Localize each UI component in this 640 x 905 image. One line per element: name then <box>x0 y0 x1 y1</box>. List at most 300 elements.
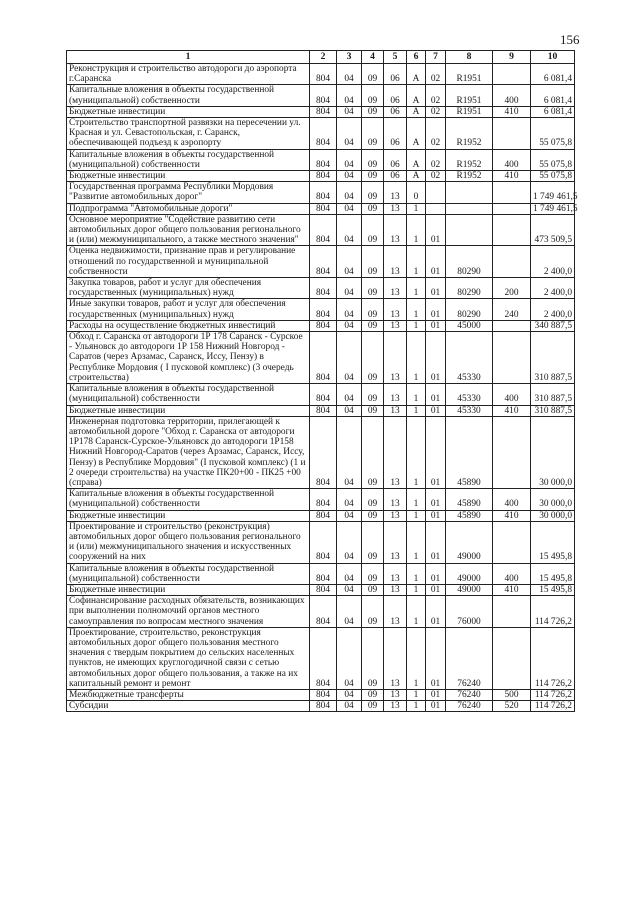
column-header: 8 <box>446 51 493 64</box>
subprogram-code: 1 <box>407 332 426 384</box>
program-code: 13 <box>384 182 407 203</box>
expense-type-code <box>493 246 531 278</box>
program-code: 13 <box>384 584 407 595</box>
ministry-code: 804 <box>310 563 337 584</box>
amount: 15 495,8 <box>531 584 575 595</box>
table-row <box>67 563 575 584</box>
subsection-code: 09 <box>362 627 384 689</box>
activity-code <box>426 203 446 214</box>
amount: 114 726,2 <box>531 689 575 700</box>
subsection-code: 09 <box>362 118 384 150</box>
program-code: 13 <box>384 510 407 521</box>
subprogram-code: 1 <box>407 701 426 712</box>
subsection-code: 09 <box>362 489 384 510</box>
direction-code: 45000 <box>446 320 493 331</box>
ministry-code: 804 <box>310 584 337 595</box>
subprogram-code: А <box>407 64 426 85</box>
subsection-code: 09 <box>362 510 384 521</box>
subsection-code: 09 <box>362 182 384 203</box>
ministry-code: 804 <box>310 627 337 689</box>
row-name: Капитальные вложения в объекты государственной (муниципальной) собственности <box>67 149 310 170</box>
table-row <box>67 171 575 182</box>
subprogram-code: А <box>407 85 426 106</box>
ministry-code: 804 <box>310 171 337 182</box>
direction-code: R1952 <box>446 118 493 150</box>
row-name: Закупка товаров, работ и услуг для обеспечения государственных (муниципальных) нужд <box>67 278 310 299</box>
subsection-code: 09 <box>362 332 384 384</box>
activity-code: 01 <box>426 689 446 700</box>
expense-type-code <box>493 203 531 214</box>
table-row <box>67 510 575 521</box>
section-code: 04 <box>337 149 362 170</box>
amount: 15 495,8 <box>531 563 575 584</box>
row-name: Подпрограмма "Автомобильные дороги" <box>67 203 310 214</box>
row-name: Капитальные вложения в объекты государственной (муниципальной) собственности <box>67 489 310 510</box>
direction-code <box>446 214 493 246</box>
table-row <box>67 246 575 278</box>
column-header: 10 <box>531 51 575 64</box>
row-name: Оценка недвижимости, признание прав и регулирование отношений по государственной и муниципальной собственности <box>67 246 310 278</box>
table-row <box>67 85 575 106</box>
column-header: 2 <box>310 51 337 64</box>
expense-type-code: 400 <box>493 149 531 170</box>
direction-code: R1951 <box>446 64 493 85</box>
subprogram-code: 1 <box>407 203 426 214</box>
program-code: 13 <box>384 627 407 689</box>
amount: 473 509,5 <box>531 214 575 246</box>
section-code: 04 <box>337 384 362 405</box>
row-name: Проектирование, строительство, реконструкция автомобильных дорог общего пользования местного значения с твердым покрытием до сельских населенных пунктов, не имеющих круглогодичной связи с сетью автомобильных дорог общего пользования, а также на их капитальный ремонт и ремонт <box>67 627 310 689</box>
section-code: 04 <box>337 182 362 203</box>
section-code: 04 <box>337 106 362 117</box>
program-code: 13 <box>384 384 407 405</box>
subprogram-code: А <box>407 118 426 150</box>
expense-type-code <box>493 64 531 85</box>
subsection-code: 09 <box>362 689 384 700</box>
ministry-code: 804 <box>310 332 337 384</box>
table-row <box>67 332 575 384</box>
section-code: 04 <box>337 118 362 150</box>
expense-type-code: 400 <box>493 85 531 106</box>
direction-code: 76240 <box>446 701 493 712</box>
program-code: 13 <box>384 416 407 488</box>
ministry-code: 804 <box>310 106 337 117</box>
ministry-code: 804 <box>310 149 337 170</box>
expense-type-code: 500 <box>493 689 531 700</box>
subsection-code: 09 <box>362 85 384 106</box>
program-code: 06 <box>384 106 407 117</box>
expense-type-code: 400 <box>493 563 531 584</box>
direction-code: 49000 <box>446 584 493 595</box>
subprogram-code: 1 <box>407 596 426 628</box>
ministry-code: 804 <box>310 521 337 563</box>
ministry-code: 804 <box>310 689 337 700</box>
table-row <box>67 596 575 628</box>
expense-type-code <box>493 118 531 150</box>
subsection-code: 09 <box>362 278 384 299</box>
row-name: Софинансирование расходных обязательств, возникающих при выполнении полномочий органов местного самоуправления по вопросам местного значения <box>67 596 310 628</box>
section-code: 04 <box>337 64 362 85</box>
row-name: Бюджетные инвестиции <box>67 106 310 117</box>
program-code: 13 <box>384 246 407 278</box>
expense-type-code <box>493 182 531 203</box>
activity-code: 01 <box>426 320 446 331</box>
amount: 2 400,0 <box>531 278 575 299</box>
activity-code: 01 <box>426 278 446 299</box>
section-code: 04 <box>337 627 362 689</box>
ministry-code: 804 <box>310 278 337 299</box>
table-row <box>67 106 575 117</box>
subprogram-code: 1 <box>407 214 426 246</box>
activity-code <box>426 182 446 203</box>
direction-code: 80290 <box>446 299 493 320</box>
subsection-code: 09 <box>362 106 384 117</box>
section-code: 04 <box>337 689 362 700</box>
subprogram-code: А <box>407 106 426 117</box>
section-code: 04 <box>337 203 362 214</box>
direction-code: 45890 <box>446 510 493 521</box>
budget-table <box>66 50 578 712</box>
subsection-code: 09 <box>362 416 384 488</box>
direction-code: 45890 <box>446 416 493 488</box>
activity-code: 01 <box>426 246 446 278</box>
subprogram-code: 1 <box>407 320 426 331</box>
subprogram-code: 1 <box>407 299 426 320</box>
table-row <box>67 299 575 320</box>
row-name: Обход г. Саранска от автодороги 1Р 178 Саранск - Сурское - Ульяновск до автодороги 1Р 158 Нижний Новгород - Саратов (через Арзамас, Саранск, Иссу, Пензу) в Республике Мордовия ( I пусковой комплекс) (3 очередь строительства) <box>67 332 310 384</box>
table-row <box>67 701 575 712</box>
activity-code: 01 <box>426 701 446 712</box>
amount: 30 000,0 <box>531 489 575 510</box>
ministry-code: 804 <box>310 701 337 712</box>
expense-type-code: 410 <box>493 171 531 182</box>
column-header: 9 <box>493 51 531 64</box>
activity-code: 01 <box>426 405 446 416</box>
amount: 1 749 461,5 <box>531 182 575 203</box>
table-row <box>67 64 575 85</box>
subsection-code: 09 <box>362 214 384 246</box>
row-name: Бюджетные инвестиции <box>67 584 310 595</box>
table-row <box>67 584 575 595</box>
activity-code: 01 <box>426 627 446 689</box>
amount: 6 081,4 <box>531 64 575 85</box>
amount: 55 075,8 <box>531 118 575 150</box>
subsection-code: 09 <box>362 171 384 182</box>
subsection-code: 09 <box>362 405 384 416</box>
row-name: Строительство транспортной развязки на пересечении ул. Красная и ул. Севастопольская, г. Саранск, обеспечивающей подъезд к аэропорту <box>67 118 310 150</box>
section-code: 04 <box>337 510 362 521</box>
direction-code: 49000 <box>446 563 493 584</box>
ministry-code: 804 <box>310 214 337 246</box>
subsection-code: 09 <box>362 299 384 320</box>
table-row <box>67 118 575 150</box>
direction-code: 80290 <box>446 246 493 278</box>
subprogram-code: А <box>407 171 426 182</box>
amount: 55 075,8 <box>531 171 575 182</box>
amount: 114 726,2 <box>531 627 575 689</box>
program-code: 13 <box>384 299 407 320</box>
row-name: Иные закупки товаров, работ и услуг для обеспечения государственных (муниципальных) нужд <box>67 299 310 320</box>
table-row <box>67 384 575 405</box>
subsection-code: 09 <box>362 64 384 85</box>
direction-code: 76240 <box>446 689 493 700</box>
direction-code: R1951 <box>446 106 493 117</box>
section-code: 04 <box>337 332 362 384</box>
ministry-code: 804 <box>310 384 337 405</box>
column-header: 6 <box>407 51 426 64</box>
expense-type-code: 520 <box>493 701 531 712</box>
amount: 2 400,0 <box>531 299 575 320</box>
subprogram-code: 1 <box>407 563 426 584</box>
section-code: 04 <box>337 405 362 416</box>
header-row <box>67 51 575 64</box>
column-header: 4 <box>362 51 384 64</box>
program-code: 06 <box>384 118 407 150</box>
section-code: 04 <box>337 278 362 299</box>
subprogram-code: 1 <box>407 689 426 700</box>
program-code: 06 <box>384 171 407 182</box>
subprogram-code: 1 <box>407 405 426 416</box>
ministry-code: 804 <box>310 416 337 488</box>
section-code: 04 <box>337 489 362 510</box>
activity-code: 01 <box>426 299 446 320</box>
table-row <box>67 405 575 416</box>
section-code: 04 <box>337 596 362 628</box>
subsection-code: 09 <box>362 320 384 331</box>
row-name: Межбюджетные трансферты <box>67 689 310 700</box>
program-code: 13 <box>384 596 407 628</box>
expense-type-code: 410 <box>493 510 531 521</box>
ministry-code: 804 <box>310 510 337 521</box>
row-name: Инженерная подготовка территории, прилегающей к автомобильной дороге "Обход г. Саранска от автодороги 1Р178 Саранск-Сурское-Ульяновск до автодороги 1Р158 Нижний Новгород-Саратов (через Арзамас, Саранск, Иссу, Пензу) в Республике Мордовия" (I пусковой комплекс) (1 и 2 очереди строительства) на участке ПК20+00 - ПК25 +00 (справа) <box>67 416 310 488</box>
expense-type-code: 410 <box>493 106 531 117</box>
ministry-code: 804 <box>310 182 337 203</box>
expense-type-code: 400 <box>493 384 531 405</box>
ministry-code: 804 <box>310 246 337 278</box>
row-name: Бюджетные инвестиции <box>67 510 310 521</box>
activity-code: 01 <box>426 510 446 521</box>
section-code: 04 <box>337 299 362 320</box>
ministry-code: 804 <box>310 118 337 150</box>
section-code: 04 <box>337 320 362 331</box>
section-code: 04 <box>337 701 362 712</box>
amount: 30 000,0 <box>531 510 575 521</box>
subsection-code: 09 <box>362 584 384 595</box>
amount: 15 495,8 <box>531 521 575 563</box>
row-name: Бюджетные инвестиции <box>67 171 310 182</box>
activity-code: 01 <box>426 596 446 628</box>
amount: 310 887,5 <box>531 332 575 384</box>
program-code: 06 <box>384 85 407 106</box>
subsection-code: 09 <box>362 701 384 712</box>
expense-type-code: 200 <box>493 278 531 299</box>
activity-code: 02 <box>426 118 446 150</box>
ministry-code: 804 <box>310 596 337 628</box>
activity-code: 01 <box>426 416 446 488</box>
amount: 340 887,5 <box>531 320 575 331</box>
program-code: 13 <box>384 203 407 214</box>
subsection-code: 09 <box>362 246 384 278</box>
amount: 1 749 461,5 <box>531 203 575 214</box>
table-row <box>67 489 575 510</box>
program-code: 13 <box>384 320 407 331</box>
amount: 114 726,2 <box>531 701 575 712</box>
table-row <box>67 416 575 488</box>
expense-type-code: 240 <box>493 299 531 320</box>
column-header: 1 <box>67 51 310 64</box>
table-body <box>67 64 578 712</box>
section-code: 04 <box>337 521 362 563</box>
subsection-code: 09 <box>362 384 384 405</box>
table-row <box>67 214 575 246</box>
program-code: 13 <box>384 278 407 299</box>
expense-type-code <box>493 416 531 488</box>
section-code: 04 <box>337 584 362 595</box>
subsection-code: 09 <box>362 596 384 628</box>
direction-code: R1951 <box>446 85 493 106</box>
activity-code: 01 <box>426 384 446 405</box>
amount: 2 400,0 <box>531 246 575 278</box>
program-code: 13 <box>384 489 407 510</box>
program-code: 13 <box>384 563 407 584</box>
section-code: 04 <box>337 171 362 182</box>
subprogram-code: 1 <box>407 246 426 278</box>
activity-code: 01 <box>426 489 446 510</box>
row-name: Субсидии <box>67 701 310 712</box>
row-name: Бюджетные инвестиции <box>67 405 310 416</box>
program-code: 13 <box>384 332 407 384</box>
expense-type-code <box>493 214 531 246</box>
ministry-code: 804 <box>310 203 337 214</box>
row-name: Капитальные вложения в объекты государственной (муниципальной) собственности <box>67 384 310 405</box>
activity-code: 02 <box>426 106 446 117</box>
direction-code: 45330 <box>446 332 493 384</box>
activity-code: 02 <box>426 85 446 106</box>
activity-code: 01 <box>426 563 446 584</box>
subprogram-code: 0 <box>407 182 426 203</box>
expense-type-code: 400 <box>493 489 531 510</box>
ministry-code: 804 <box>310 64 337 85</box>
row-name: Основное мероприятие "Содействие развитию сети автомобильных дорог общего пользования регионального и (или) межмуниципального, а также местного значения" <box>67 214 310 246</box>
activity-code: 01 <box>426 584 446 595</box>
direction-code: 45890 <box>446 489 493 510</box>
row-name: Расходы на осуществление бюджетных инвестиций <box>67 320 310 331</box>
amount: 6 081,4 <box>531 85 575 106</box>
subprogram-code: 1 <box>407 627 426 689</box>
subprogram-code: 1 <box>407 521 426 563</box>
amount: 310 887,5 <box>531 384 575 405</box>
program-code: 13 <box>384 701 407 712</box>
table-row <box>67 149 575 170</box>
row-name: Государственная программа Республики Мордовия "Развитие автомобильных дорог" <box>67 182 310 203</box>
program-code: 13 <box>384 521 407 563</box>
table-row <box>67 689 575 700</box>
ministry-code: 804 <box>310 405 337 416</box>
activity-code: 01 <box>426 521 446 563</box>
expense-type-code: 410 <box>493 405 531 416</box>
ministry-code: 804 <box>310 320 337 331</box>
direction-code: 80290 <box>446 278 493 299</box>
section-code: 04 <box>337 563 362 584</box>
direction-code: 49000 <box>446 521 493 563</box>
activity-code: 01 <box>426 214 446 246</box>
subsection-code: 09 <box>362 203 384 214</box>
section-code: 04 <box>337 85 362 106</box>
expense-type-code <box>493 627 531 689</box>
direction-code: R1952 <box>446 171 493 182</box>
subsection-code: 09 <box>362 521 384 563</box>
subsection-code: 09 <box>362 149 384 170</box>
direction-code: 76000 <box>446 596 493 628</box>
direction-code <box>446 182 493 203</box>
ministry-code: 804 <box>310 299 337 320</box>
subprogram-code: 1 <box>407 384 426 405</box>
subprogram-code: 1 <box>407 489 426 510</box>
subprogram-code: 1 <box>407 584 426 595</box>
direction-code: 45330 <box>446 384 493 405</box>
activity-code: 02 <box>426 64 446 85</box>
ministry-code: 804 <box>310 85 337 106</box>
row-name: Капитальные вложения в объекты государственной (муниципальной) собственности <box>67 85 310 106</box>
subprogram-code: 1 <box>407 278 426 299</box>
table-row <box>67 320 575 331</box>
direction-code: 45330 <box>446 405 493 416</box>
amount: 114 726,2 <box>531 596 575 628</box>
row-name: Проектирование и строительство (реконструкция) автомобильных дорог общего пользования регионального и (или) межмуниципального значения и искусственных сооружений на них <box>67 521 310 563</box>
section-code: 04 <box>337 246 362 278</box>
amount: 6 081,4 <box>531 106 575 117</box>
direction-code: 76240 <box>446 627 493 689</box>
row-name: Капитальные вложения в объекты государственной (муниципальной) собственности <box>67 563 310 584</box>
program-code: 06 <box>384 149 407 170</box>
amount: 30 000,0 <box>531 416 575 488</box>
ministry-code: 804 <box>310 489 337 510</box>
amount: 55 075,8 <box>531 149 575 170</box>
expense-type-code <box>493 332 531 384</box>
section-code: 04 <box>337 416 362 488</box>
activity-code: 02 <box>426 171 446 182</box>
table-row <box>67 627 575 689</box>
column-header: 5 <box>384 51 407 64</box>
page-number: 156 <box>560 32 580 47</box>
expense-type-code <box>493 596 531 628</box>
program-code: 13 <box>384 214 407 246</box>
activity-code: 02 <box>426 149 446 170</box>
program-code: 13 <box>384 405 407 416</box>
direction-code: R1952 <box>446 149 493 170</box>
program-code: 06 <box>384 64 407 85</box>
expense-type-code <box>493 320 531 331</box>
expense-type-code <box>493 521 531 563</box>
subprogram-code: А <box>407 149 426 170</box>
column-header: 7 <box>426 51 446 64</box>
subprogram-code: 1 <box>407 416 426 488</box>
amount: 310 887,5 <box>531 405 575 416</box>
expense-type-code: 410 <box>493 584 531 595</box>
activity-code: 01 <box>426 332 446 384</box>
table-row <box>67 521 575 563</box>
program-code: 13 <box>384 689 407 700</box>
table-row <box>67 203 575 214</box>
table-row <box>67 182 575 203</box>
direction-code <box>446 203 493 214</box>
table-row <box>67 278 575 299</box>
row-name: Реконструкция и строительство автодороги до аэропорта г.Саранска <box>67 64 310 85</box>
column-header: 3 <box>337 51 362 64</box>
section-code: 04 <box>337 214 362 246</box>
subsection-code: 09 <box>362 563 384 584</box>
subprogram-code: 1 <box>407 510 426 521</box>
